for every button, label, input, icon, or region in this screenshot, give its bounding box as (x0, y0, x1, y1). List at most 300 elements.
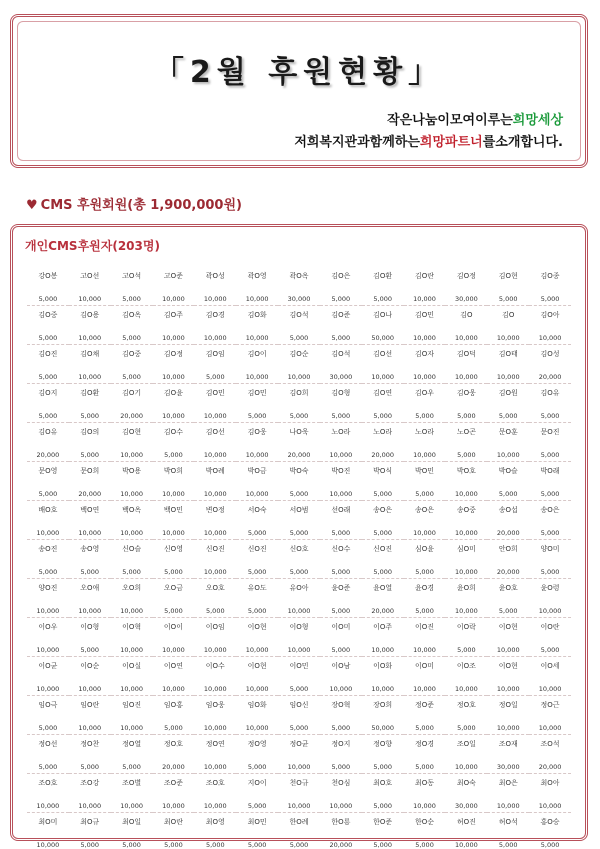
donor-name: 임O신 (289, 701, 309, 709)
donor-name: 최O미 (38, 818, 58, 826)
donor-amount: 10,000 (36, 841, 60, 849)
donor-cell (404, 345, 446, 384)
donor-cell (236, 618, 278, 657)
donor-amount: 10,000 (496, 685, 520, 693)
donor-name: 정O지 (331, 740, 351, 748)
donor-name: 최O아 (540, 779, 560, 787)
donor-name: 김O나 (373, 311, 393, 319)
donor-amount: 10,000 (538, 802, 562, 810)
donor-cell (362, 735, 404, 774)
donor-cell (404, 501, 446, 540)
donor-cell (404, 579, 446, 618)
donor-cell (111, 501, 153, 540)
donor-name: 김O형 (331, 389, 351, 397)
donor-name: 김O경 (205, 311, 225, 319)
donor-amount: 10,000 (413, 646, 436, 654)
donor-amount: 5,000 (164, 607, 183, 615)
donor-cell (320, 540, 362, 579)
donor-name: 이O란 (540, 623, 560, 631)
donor-amount: 10,000 (245, 685, 269, 693)
donor-cell (320, 267, 362, 306)
donor-name: 김O수 (163, 428, 183, 436)
donor-cell (69, 579, 111, 618)
donor-name: 김O순 (289, 350, 309, 358)
donor-cell (278, 774, 320, 813)
donor-amount: 10,000 (78, 373, 102, 381)
donor-amount: 5,000 (247, 529, 267, 537)
donor-amount: 20,000 (78, 490, 102, 498)
donor-cell (445, 306, 487, 345)
donor-cell (111, 618, 153, 657)
donor-amount: 20,000 (371, 451, 395, 459)
donor-cell (27, 735, 69, 774)
donor-amount: 10,000 (36, 607, 60, 615)
donor-name: 정O찬 (80, 740, 100, 748)
donor-amount: 10,000 (245, 646, 269, 654)
donor-cell (236, 540, 278, 579)
donor-amount: 10,000 (371, 685, 395, 693)
donor-amount: 10,000 (455, 841, 478, 849)
donor-cell (69, 267, 111, 306)
donor-name: 조O강 (80, 779, 100, 787)
intro-line-2-highlight: 희망파트너 (419, 135, 483, 150)
donor-cell (362, 423, 404, 462)
donor-cell (320, 696, 362, 735)
donor-amount: 10,000 (245, 295, 269, 303)
donor-cell (194, 384, 236, 423)
donor-cell (278, 696, 320, 735)
donor-name: 백O옥 (122, 506, 142, 514)
donor-cell (362, 501, 404, 540)
donor-amount: 5,000 (457, 646, 476, 654)
donor-cell (529, 579, 571, 618)
donor-amount: 10,000 (203, 451, 227, 459)
donor-amount: 5,000 (331, 763, 351, 771)
donor-name: 윤O령 (540, 584, 560, 592)
donor-name: 김O우 (415, 389, 435, 397)
donor-cell (529, 813, 571, 849)
donor-name: 유O아 (289, 584, 309, 592)
donor-list-title: 개인CMS후원자(203명) (25, 239, 160, 253)
donor-amount: 10,000 (203, 529, 227, 537)
donor-name: 김O자 (415, 350, 435, 358)
donor-name: 이O미 (331, 623, 351, 631)
intro-line-2-text: 저희복지관과함께하는 (294, 135, 420, 150)
donor-amount: 5,000 (289, 412, 309, 420)
donor-cell (529, 384, 571, 423)
donor-amount: 10,000 (496, 334, 520, 342)
donor-amount: 10,000 (538, 724, 562, 732)
donor-cell (529, 267, 571, 306)
donor-cell (69, 306, 111, 345)
donor-name: 장O희 (373, 701, 393, 709)
donor-amount: 10,000 (120, 490, 143, 498)
donor-amount: 10,000 (36, 646, 60, 654)
donor-cell (153, 462, 195, 501)
donor-name: 오O호 (205, 584, 225, 592)
donor-cell (153, 735, 195, 774)
donor-amount: 10,000 (162, 373, 185, 381)
donor-cell (27, 501, 69, 540)
donor-cell (445, 813, 487, 849)
donor-cell (487, 306, 529, 345)
donor-amount: 20,000 (538, 373, 562, 381)
donor-name: 이O혁 (122, 623, 142, 631)
donor-cell (320, 345, 362, 384)
donor-name: 오O애 (80, 584, 100, 592)
donor-amount: 10,000 (36, 529, 60, 537)
donor-name: 박O슬 (498, 467, 518, 475)
donor-name: 김O아 (540, 311, 560, 319)
donor-cell (487, 267, 529, 306)
donor-name: 노O라 (373, 428, 393, 436)
donor-amount: 10,000 (245, 724, 269, 732)
donor-name: 최O숙 (456, 779, 476, 787)
donor-cell (487, 735, 529, 774)
donor-cell (278, 423, 320, 462)
donor-cell (445, 345, 487, 384)
donor-name: 장O혁 (331, 701, 351, 709)
donor-amount: 20,000 (538, 763, 562, 771)
donor-cell (236, 384, 278, 423)
heart-icon: ♥ (26, 198, 38, 213)
donor-cell (487, 384, 529, 423)
donor-name: 임O홍 (163, 701, 183, 709)
donor-cell (236, 696, 278, 735)
donor-amount: 30,000 (329, 373, 353, 381)
donor-name: 최O민 (247, 818, 267, 826)
donor-name: 신O진 (247, 545, 267, 553)
donor-cell (278, 618, 320, 657)
donor-amount: 10,000 (413, 685, 436, 693)
donor-cell (194, 579, 236, 618)
donor-cell (320, 501, 362, 540)
intro-line-2 (294, 131, 563, 150)
donor-amount: 10,000 (120, 451, 143, 459)
donor-cell (236, 423, 278, 462)
donor-name: 김O채 (80, 350, 100, 358)
donor-name: 강O봉 (38, 272, 58, 280)
donor-amount: 5,000 (373, 412, 392, 420)
donor-amount: 10,000 (329, 490, 353, 498)
intro-line-1-highlight: 희망세상 (512, 113, 563, 128)
donor-amount: 10,000 (78, 607, 102, 615)
donor-name: 조O일 (456, 740, 476, 748)
donor-cell (194, 501, 236, 540)
donor-name: 이O이 (163, 623, 183, 631)
donor-name: 김O덕 (456, 350, 476, 358)
donor-cell (445, 735, 487, 774)
donor-cell (27, 540, 69, 579)
donor-cell (404, 267, 446, 306)
donor-amount: 20,000 (496, 529, 520, 537)
donor-cell (445, 657, 487, 696)
donor-name: 오O희 (122, 584, 142, 592)
donor-amount: 5,000 (331, 412, 351, 420)
page-title: 「2월 후원현황」 (153, 55, 445, 90)
donor-cell (27, 345, 69, 384)
donor-name: 한O례 (289, 818, 309, 826)
donor-amount: 10,000 (371, 373, 395, 381)
donor-cell (278, 345, 320, 384)
donor-amount: 5,000 (164, 841, 183, 849)
donor-amount: 5,000 (247, 841, 267, 849)
donor-amount: 5,000 (80, 646, 100, 654)
donor-name: 김O민 (415, 311, 435, 319)
donor-amount: 10,000 (203, 412, 227, 420)
donor-cell (320, 423, 362, 462)
donor-cell (111, 384, 153, 423)
donor-amount: 10,000 (120, 802, 143, 810)
donor-name: 이O수 (205, 662, 225, 670)
donor-cell (236, 735, 278, 774)
donor-name: 정O근 (540, 701, 560, 709)
donor-cell (194, 423, 236, 462)
donor-amount: 10,000 (203, 490, 227, 498)
donor-name: 심O미 (456, 545, 476, 553)
donor-cell (111, 813, 153, 849)
donor-name: 양O미 (540, 545, 560, 553)
donor-amount: 5,000 (164, 724, 183, 732)
donor-name: 김O환 (373, 272, 393, 280)
donor-name: 김O정 (163, 350, 183, 358)
donor-amount: 5,000 (38, 490, 58, 498)
donor-cell (320, 813, 362, 849)
donor-cell (529, 501, 571, 540)
donor-cell (362, 618, 404, 657)
donor-cell (69, 384, 111, 423)
donor-name: 정O경 (415, 740, 435, 748)
donor-amount: 10,000 (162, 685, 185, 693)
donor-amount: 5,000 (247, 763, 267, 771)
donor-cell (153, 813, 195, 849)
donor-amount: 5,000 (415, 763, 434, 771)
donor-list-panel (10, 224, 588, 849)
donor-cell (27, 462, 69, 501)
donor-cell (236, 462, 278, 501)
donor-amount: 10,000 (496, 724, 520, 732)
donor-amount: 10,000 (413, 802, 436, 810)
donor-amount: 5,000 (247, 412, 267, 420)
donor-name: 임O화 (247, 701, 267, 709)
donor-cell (362, 774, 404, 813)
donor-amount: 10,000 (455, 373, 478, 381)
donor-name: 고O선 (80, 272, 100, 280)
donor-cell (194, 735, 236, 774)
donor-amount: 5,000 (415, 412, 434, 420)
donor-name: 김O임 (205, 350, 225, 358)
donor-name: 윤O호 (498, 584, 518, 592)
donor-cell (153, 657, 195, 696)
donor-name: 문O영 (38, 467, 58, 475)
donor-amount: 10,000 (287, 763, 311, 771)
donor-amount: 10,000 (203, 568, 227, 576)
donor-name: 송O은 (373, 506, 393, 514)
donor-amount: 5,000 (38, 763, 58, 771)
donor-cell (362, 657, 404, 696)
intro-line-2-suffix: 를소개합니다. (482, 135, 563, 150)
donor-amount: 5,000 (498, 607, 518, 615)
donor-cell (153, 501, 195, 540)
donor-cell (153, 540, 195, 579)
donor-name: 최O란 (163, 818, 183, 826)
donor-name: 김O준 (331, 311, 351, 319)
donor-cell (194, 462, 236, 501)
donor-cell (111, 657, 153, 696)
donor-amount: 5,000 (540, 646, 560, 654)
donor-name: 김O주 (163, 311, 183, 319)
donor-amount: 10,000 (538, 685, 562, 693)
donor-name: 윤O경 (415, 584, 435, 592)
donor-name: 김O석 (331, 350, 351, 358)
donor-cell (529, 306, 571, 345)
donor-name: 노O라 (331, 428, 351, 436)
donor-amount: 10,000 (329, 802, 353, 810)
donor-amount: 5,000 (289, 568, 309, 576)
donor-amount: 5,000 (415, 841, 434, 849)
donor-name: 이O남 (331, 662, 351, 670)
donor-amount: 5,000 (122, 568, 141, 576)
donor-amount: 10,000 (329, 451, 353, 459)
donor-name: 정O향 (373, 740, 393, 748)
donor-cell (236, 813, 278, 849)
donor-name: 선O래 (331, 506, 351, 514)
donor-amount: 5,000 (331, 607, 351, 615)
donor-amount: 10,000 (203, 802, 227, 810)
donor-name: 조O석 (540, 740, 560, 748)
donor-name: 심O윤 (415, 545, 435, 553)
donor-name: 신O수 (331, 545, 351, 553)
donor-amount: 5,000 (373, 529, 392, 537)
donor-amount: 10,000 (329, 685, 353, 693)
donor-amount: 5,000 (331, 646, 351, 654)
donor-name: 김O환 (80, 389, 100, 397)
donor-amount: 5,000 (205, 607, 225, 615)
donor-name: 노O라 (415, 428, 435, 436)
donor-amount: 5,000 (373, 802, 392, 810)
donor-cell (111, 267, 153, 306)
donor-name: 이O미 (415, 662, 435, 670)
donor-amount: 5,000 (540, 295, 560, 303)
donor-amount: 10,000 (162, 412, 185, 420)
donor-name: 최O호 (373, 779, 393, 787)
donor-cell (529, 774, 571, 813)
donor-amount: 10,000 (120, 646, 143, 654)
cms-heading (26, 194, 242, 213)
donor-amount: 5,000 (540, 490, 560, 498)
donor-amount: 10,000 (245, 451, 269, 459)
donor-amount: 10,000 (78, 685, 102, 693)
donor-cell (194, 657, 236, 696)
donor-name: 이O현 (498, 662, 518, 670)
donor-cell (320, 774, 362, 813)
donor-name: 조O재 (498, 740, 518, 748)
cms-heading-text: CMS 후원회원(총 1,900,000원) (40, 198, 242, 213)
donor-name: 지O이 (247, 779, 267, 787)
donor-amount: 5,000 (80, 841, 100, 849)
donor-cell (194, 345, 236, 384)
donor-name: 이O순 (80, 662, 100, 670)
donor-name: 김O화 (247, 311, 267, 319)
donor-cell (529, 735, 571, 774)
donor-amount: 30,000 (287, 295, 311, 303)
donor-cell (404, 306, 446, 345)
donor-name: 이O형 (80, 623, 100, 631)
donor-name: 이O세 (540, 662, 560, 670)
donor-amount: 20,000 (496, 568, 520, 576)
donor-cell (362, 306, 404, 345)
donor-name: 노O곤 (456, 428, 476, 436)
donor-name: 김O중 (38, 311, 58, 319)
donor-amount: 10,000 (203, 763, 227, 771)
donor-amount: 5,000 (122, 841, 141, 849)
donor-amount: 10,000 (287, 802, 311, 810)
donor-cell (278, 306, 320, 345)
donor-amount: 5,000 (415, 607, 434, 615)
donor-amount: 10,000 (120, 529, 143, 537)
donor-name: 신O슬 (122, 545, 142, 553)
donor-amount: 10,000 (413, 451, 436, 459)
donor-cell (27, 774, 69, 813)
donor-cell (487, 813, 529, 849)
donor-amount: 10,000 (36, 802, 60, 810)
donor-name: 박O민 (415, 467, 435, 475)
donor-name: 송O중 (456, 506, 476, 514)
donor-name: 김O옥 (122, 311, 142, 319)
donor-cell (278, 579, 320, 618)
donor-cell (69, 735, 111, 774)
donor-name: 최O은 (498, 779, 518, 787)
donor-amount: 10,000 (203, 724, 227, 732)
donor-amount: 30,000 (455, 295, 478, 303)
donor-name: 한O룡 (331, 818, 351, 826)
donor-cell (194, 813, 236, 849)
donor-name: 송O영 (80, 545, 100, 553)
donor-name: 곽O성 (205, 272, 225, 280)
donor-amount: 5,000 (38, 724, 58, 732)
donor-name: 김O현 (122, 428, 142, 436)
donor-cell (153, 306, 195, 345)
donor-name: 박O래 (540, 467, 560, 475)
donor-name: 정O호 (456, 701, 476, 709)
donor-name: 김O진 (38, 350, 58, 358)
donor-cell (153, 579, 195, 618)
donor-cell (111, 735, 153, 774)
donor-amount: 5,000 (498, 412, 518, 420)
donor-cell (111, 540, 153, 579)
donor-amount: 5,000 (80, 568, 100, 576)
donor-cell (111, 423, 153, 462)
donor-cell (529, 657, 571, 696)
donor-cell (487, 345, 529, 384)
donor-cell (320, 384, 362, 423)
donor-cell (487, 423, 529, 462)
donor-cell (153, 345, 195, 384)
donor-cell (69, 696, 111, 735)
donor-cell (362, 696, 404, 735)
donor-name: 허O석 (498, 818, 518, 826)
donor-amount: 10,000 (245, 334, 269, 342)
donor-amount: 5,000 (373, 841, 392, 849)
donor-name: 이O현 (498, 623, 518, 631)
donor-amount: 5,000 (289, 529, 309, 537)
donor-cell (362, 540, 404, 579)
donor-cell (404, 774, 446, 813)
donor-cell (236, 306, 278, 345)
donor-cell (278, 813, 320, 849)
donor-amount: 5,000 (540, 529, 560, 537)
donor-amount: 10,000 (287, 607, 311, 615)
